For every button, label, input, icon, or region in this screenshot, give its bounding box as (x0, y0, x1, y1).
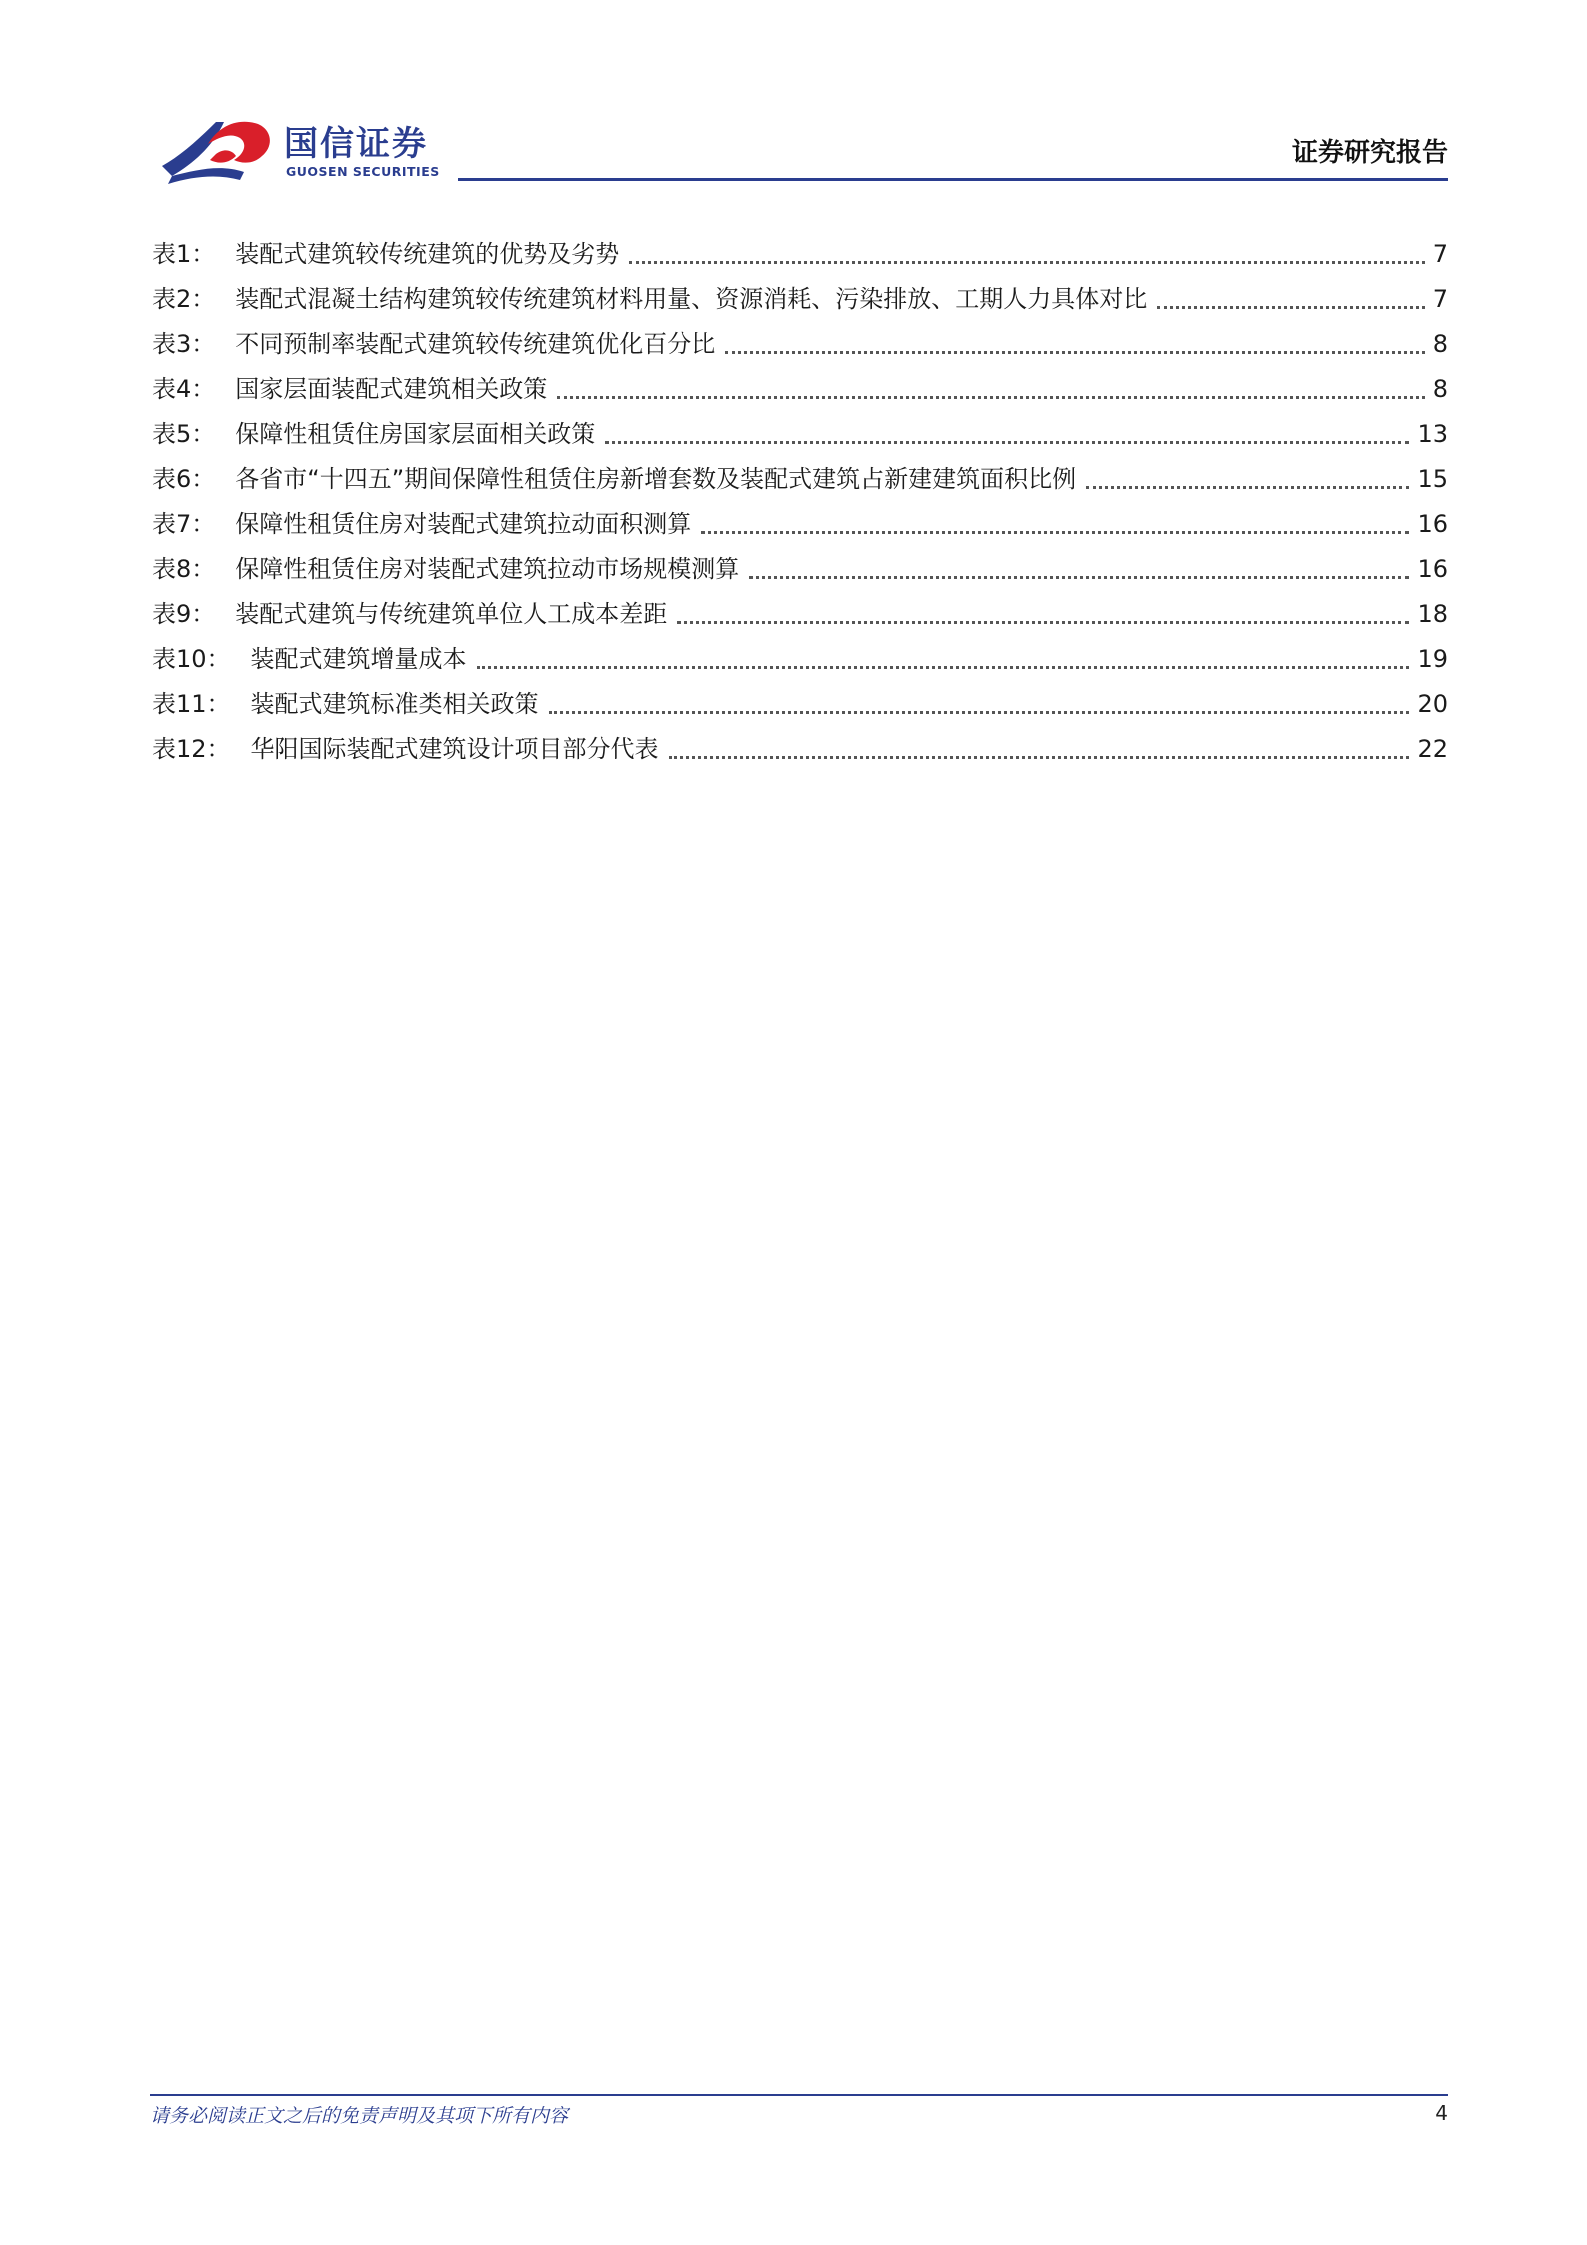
toc-dot-leader (701, 531, 1409, 534)
toc-entry-page: 8 (1432, 330, 1448, 358)
toc-dot-leader (749, 576, 1409, 579)
toc-entry-page: 16 (1417, 555, 1448, 583)
toc-dot-leader (605, 441, 1409, 444)
toc-entry[interactable] (152, 496, 1448, 541)
header-divider (458, 178, 1448, 181)
toc-entry-page: 22 (1417, 735, 1448, 763)
toc-entry-title: 各省市“十四五”期间保障性租赁住房新增套数及装配式建筑占新建建筑面积比例 (235, 465, 1077, 493)
toc-entry-number: 表10： (152, 645, 231, 673)
toc-entry-number: 表12： (152, 735, 231, 763)
toc-entry-page: 20 (1417, 690, 1448, 718)
guosen-logo-icon (158, 114, 278, 186)
toc-dot-leader (725, 351, 1424, 354)
toc-entry-title: 装配式建筑标准类相关政策 (250, 690, 539, 718)
toc-entry[interactable] (152, 451, 1448, 496)
toc-dot-leader (557, 396, 1424, 399)
toc-entry-title: 装配式混凝土结构建筑较传统建筑材料用量、资源消耗、污染排放、工期人力具体对比 (235, 285, 1148, 313)
toc-entry[interactable] (152, 676, 1448, 721)
toc-dot-leader (1157, 306, 1424, 309)
toc-entry-number: 表8： (152, 555, 216, 583)
toc-dot-leader (1086, 486, 1409, 489)
toc-entry-title: 保障性租赁住房对装配式建筑拉动面积测算 (235, 510, 692, 538)
toc-entry[interactable] (152, 721, 1448, 766)
toc-entry-title: 保障性租赁住房国家层面相关政策 (235, 420, 596, 448)
toc-dot-leader (549, 711, 1410, 714)
toc-entry-title: 保障性租赁住房对装配式建筑拉动市场规模测算 (235, 555, 740, 583)
toc-dot-leader (677, 621, 1409, 624)
toc-entry-number: 表2： (152, 285, 216, 313)
logo-chinese-text: 国信证券 (284, 124, 428, 164)
toc-entry-page: 7 (1432, 285, 1448, 313)
toc-entry-page: 7 (1432, 240, 1448, 268)
logo-english-text: GUOSEN SECURITIES (286, 164, 440, 179)
toc-entry-number: 表11： (152, 690, 231, 718)
toc-entry[interactable] (152, 361, 1448, 406)
toc-entry-number: 表6： (152, 465, 216, 493)
toc-dot-leader (477, 666, 1410, 669)
toc-entry-number: 表4： (152, 375, 216, 403)
toc-dot-leader (629, 261, 1424, 264)
toc-entry-title: 华阳国际装配式建筑设计项目部分代表 (250, 735, 659, 763)
toc-entry[interactable] (152, 541, 1448, 586)
toc-entry[interactable] (152, 226, 1448, 271)
toc-entry-number: 表9： (152, 600, 216, 628)
toc-dot-leader (669, 756, 1410, 759)
table-of-tables (152, 226, 1448, 766)
toc-entry-title: 国家层面装配式建筑相关政策 (235, 375, 548, 403)
toc-entry-page: 13 (1417, 420, 1448, 448)
toc-entry[interactable] (152, 631, 1448, 676)
toc-entry-title: 装配式建筑与传统建筑单位人工成本差距 (235, 600, 668, 628)
toc-entry[interactable] (152, 271, 1448, 316)
toc-entry-page: 8 (1432, 375, 1448, 403)
toc-entry[interactable] (152, 586, 1448, 631)
page-number: 4 (1435, 2101, 1448, 2125)
toc-entry-page: 16 (1417, 510, 1448, 538)
report-type-label: 证券研究报告 (1291, 138, 1448, 168)
toc-entry-page: 18 (1417, 600, 1448, 628)
toc-entry-number: 表5： (152, 420, 216, 448)
page-header (150, 110, 1448, 186)
toc-entry-title: 装配式建筑增量成本 (250, 645, 467, 673)
guosen-logo (158, 114, 578, 186)
footer-divider (150, 2094, 1448, 2096)
footer-disclaimer: 请务必阅读正文之后的免责声明及其项下所有内容 (150, 2105, 569, 2127)
toc-entry-number: 表3： (152, 330, 216, 358)
toc-entry[interactable] (152, 316, 1448, 361)
toc-entry-title: 不同预制率装配式建筑较传统建筑优化百分比 (235, 330, 716, 358)
toc-entry-number: 表7： (152, 510, 216, 538)
toc-entry[interactable] (152, 406, 1448, 451)
toc-entry-page: 15 (1417, 465, 1448, 493)
toc-entry-title: 装配式建筑较传统建筑的优势及劣势 (235, 240, 620, 268)
toc-entry-page: 19 (1417, 645, 1448, 673)
toc-entry-number: 表1： (152, 240, 216, 268)
